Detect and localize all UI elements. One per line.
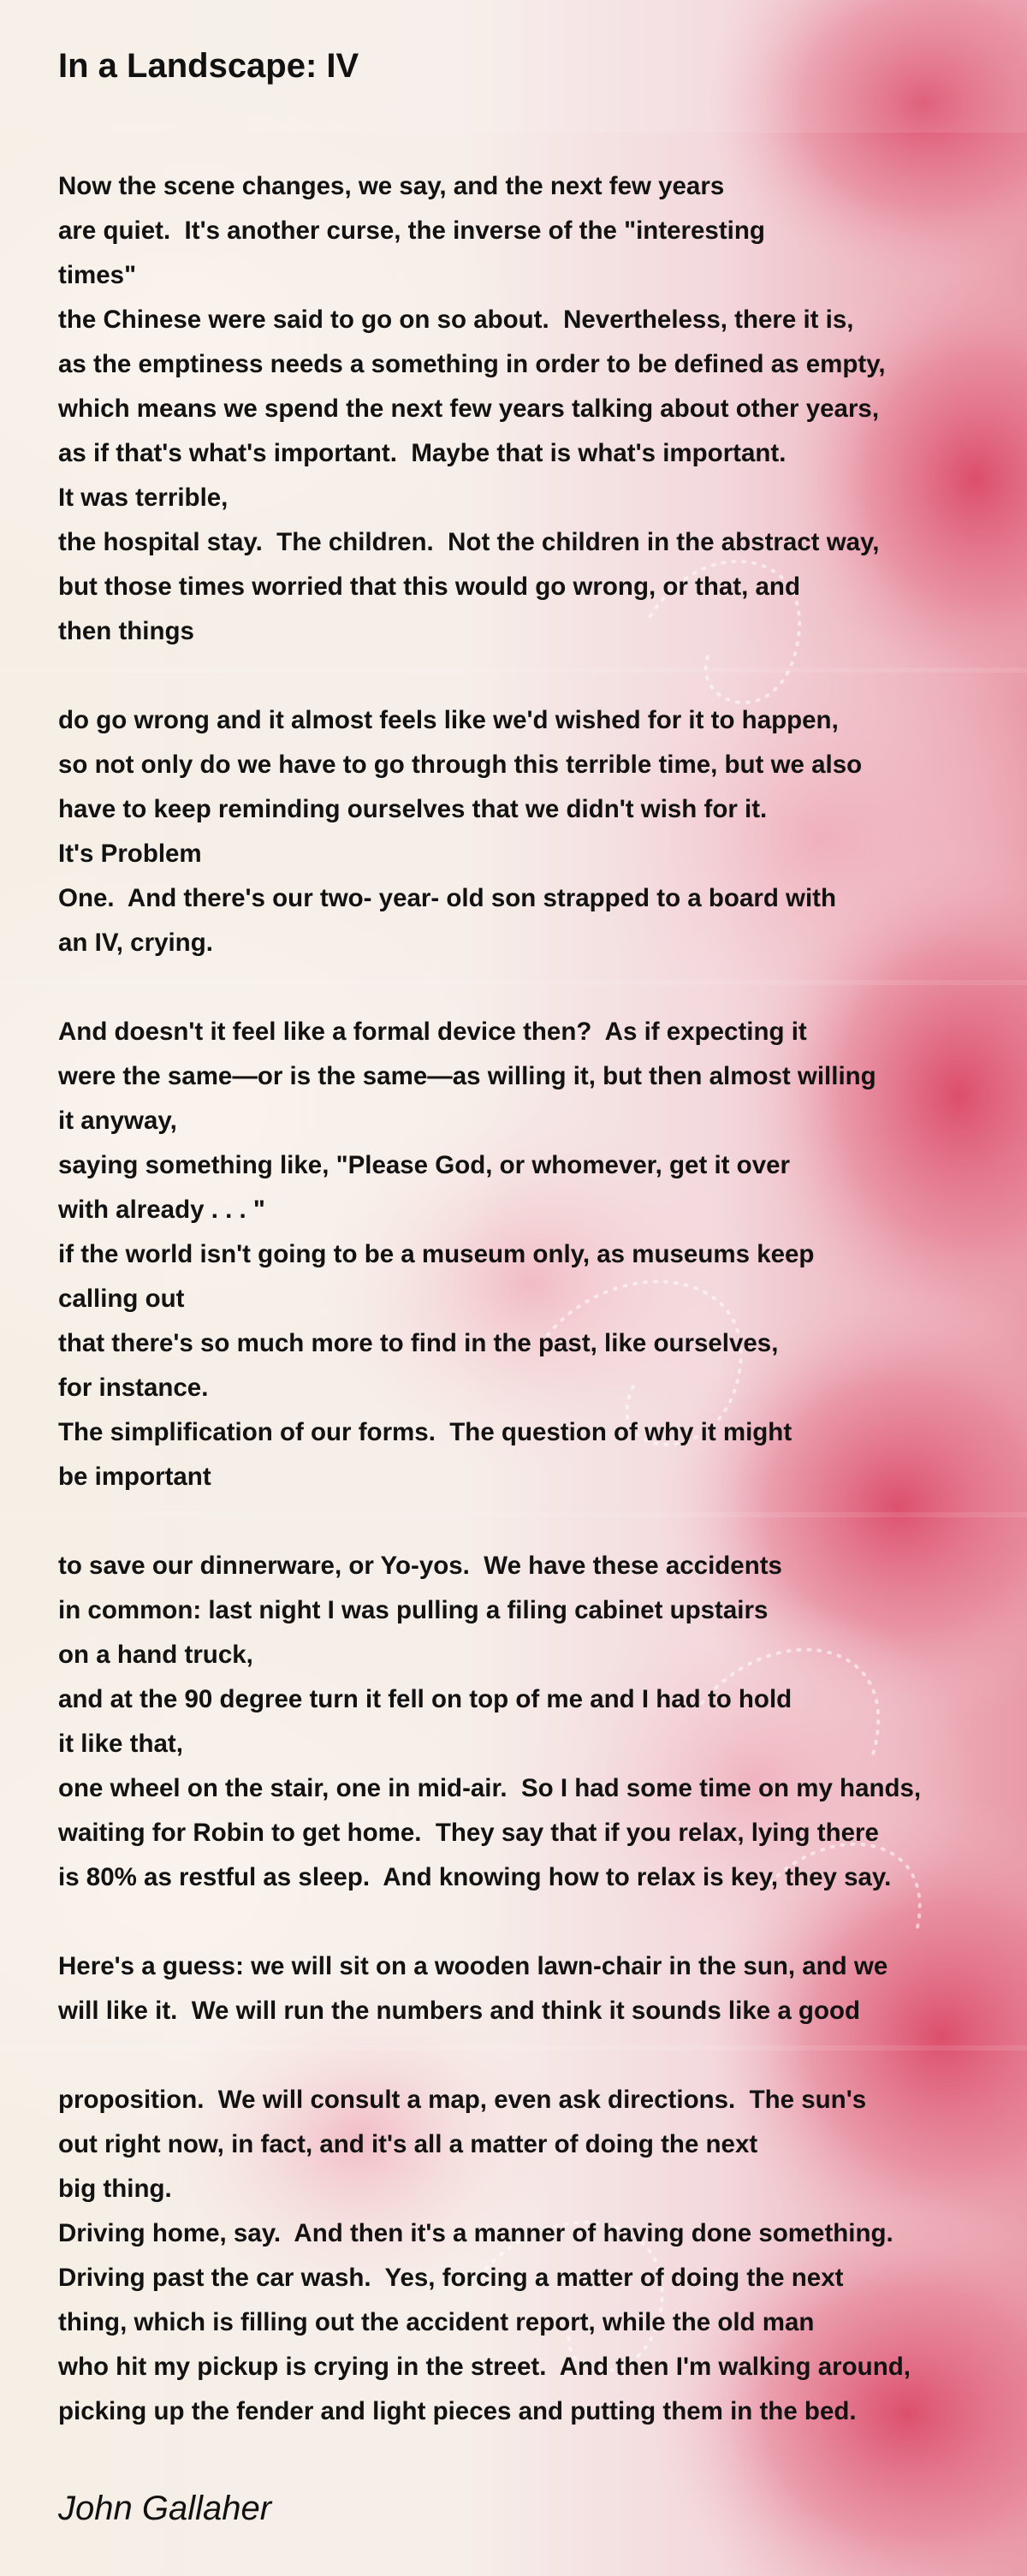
stanza-break (58, 1900, 1027, 1944)
poem-line: the hospital stay. The children. Not the children in the abstract way, (58, 528, 880, 556)
poem-line: The simplification of our forms. The question of why it might (58, 1418, 793, 1446)
poem-line: who hit my pickup is crying in the street. And then I'm walking around, (58, 2353, 911, 2381)
poem-line: Driving home, say. And then it's a manner of having done something. (58, 2219, 893, 2247)
poem-author: John Gallaher (58, 2490, 272, 2527)
stanza (58, 1010, 1027, 1499)
poem-line: picking up the fender and light pieces and putting them in the bed. (58, 2397, 857, 2425)
poem-line: as the emptiness needs a something in order to be defined as empty, (58, 350, 886, 378)
stanza-break (58, 2033, 1027, 2078)
poem-line: it like that, (58, 1730, 183, 1758)
poem-line: It's Problem (58, 840, 202, 868)
poem-line: One. And there's our two- year- old son strapped to a board with (58, 884, 837, 912)
poem-line: and at the 90 degree turn it fell on top of me and I had to hold (58, 1685, 793, 1713)
poem-line: it anyway, (58, 1107, 177, 1135)
poem-line: which means we spend the next few years talking about other years, (58, 395, 880, 423)
poem-line: with already . . . " (58, 1196, 265, 1224)
poem-line: if the world isn't going to be a museum only, as museums keep (58, 1240, 815, 1268)
poem-line: were the same—or is the same—as willing it, but then almost willing (58, 1062, 876, 1090)
stanza (58, 1944, 1027, 2033)
stanza (58, 164, 1027, 654)
poem-line: be important (58, 1463, 211, 1491)
poem-line: do go wrong and it almost feels like we'd wished for it to happen, (58, 706, 839, 734)
poem-line: is 80% as restful as sleep. And knowing how to relax is key, they say. (58, 1863, 892, 1891)
poem-line: an IV, crying. (58, 929, 213, 957)
poem-line: so not only do we have to go through this terrible time, but we also (58, 751, 863, 779)
poem-line: Driving past the car wash. Yes, forcing a matter of doing the next (58, 2264, 844, 2292)
stanza-break (58, 965, 1027, 1010)
poem-line: for instance. (58, 1374, 209, 1402)
poem-line: but those times worried that this would go wrong, or that, and (58, 573, 800, 601)
poem-line: Now the scene changes, we say, and the next few years (58, 172, 725, 200)
poem-title: In a Landscape: IV (58, 47, 359, 85)
poem-line: will like it. We will run the numbers and think it sounds like a good (58, 1997, 861, 2025)
poem-line: then things (58, 617, 194, 645)
poem-line: one wheel on the stair, one in mid-air. So I had some time on my hands, (58, 1774, 922, 1802)
poem-body (58, 164, 1027, 2434)
stanza-break (58, 1499, 1027, 1544)
stanza (58, 698, 1027, 965)
stanza-break (58, 654, 1027, 698)
poem-line: the Chinese were said to go on so about. Nevertheless, there it is, (58, 306, 854, 334)
poem-line: in common: last night I was pulling a filing cabinet upstairs (58, 1596, 769, 1624)
poem-line: out right now, in fact, and it's all a matter of doing the next (58, 2130, 758, 2158)
poem-line: Here's a guess: we will sit on a wooden lawn-chair in the sun, and we (58, 1952, 888, 1980)
poem-line: as if that's what's important. Maybe that is what's important. (58, 439, 787, 467)
poem-line: on a hand truck, (58, 1641, 253, 1669)
poem-line: that there's so much more to find in the past, like ourselves, (58, 1329, 779, 1357)
poem-line: calling out (58, 1285, 185, 1313)
poem-line: to save our dinnerware, or Yo-yos. We have these accidents (58, 1552, 782, 1580)
stanza (58, 1544, 1027, 1900)
poem-line: And doesn't it feel like a formal device then? As if expecting it (58, 1018, 807, 1046)
poem-line: saying something like, "Please God, or whomever, get it over (58, 1151, 790, 1179)
poem-line: big thing. (58, 2175, 172, 2203)
poem-line: waiting for Robin to get home. They say that if you relax, lying there (58, 1819, 879, 1847)
poem-line: times" (58, 261, 137, 289)
poem-line: proposition. We will consult a map, even ask directions. The sun's (58, 2086, 867, 2114)
poem-line: have to keep reminding ourselves that we didn't wish for it. (58, 795, 768, 823)
poem-line: thing, which is filling out the accident report, while the old man (58, 2308, 815, 2336)
poem-line: are quiet. It's another curse, the inverse of the "interesting (58, 217, 765, 245)
poem-line: It was terrible, (58, 484, 229, 512)
stanza (58, 2078, 1027, 2434)
